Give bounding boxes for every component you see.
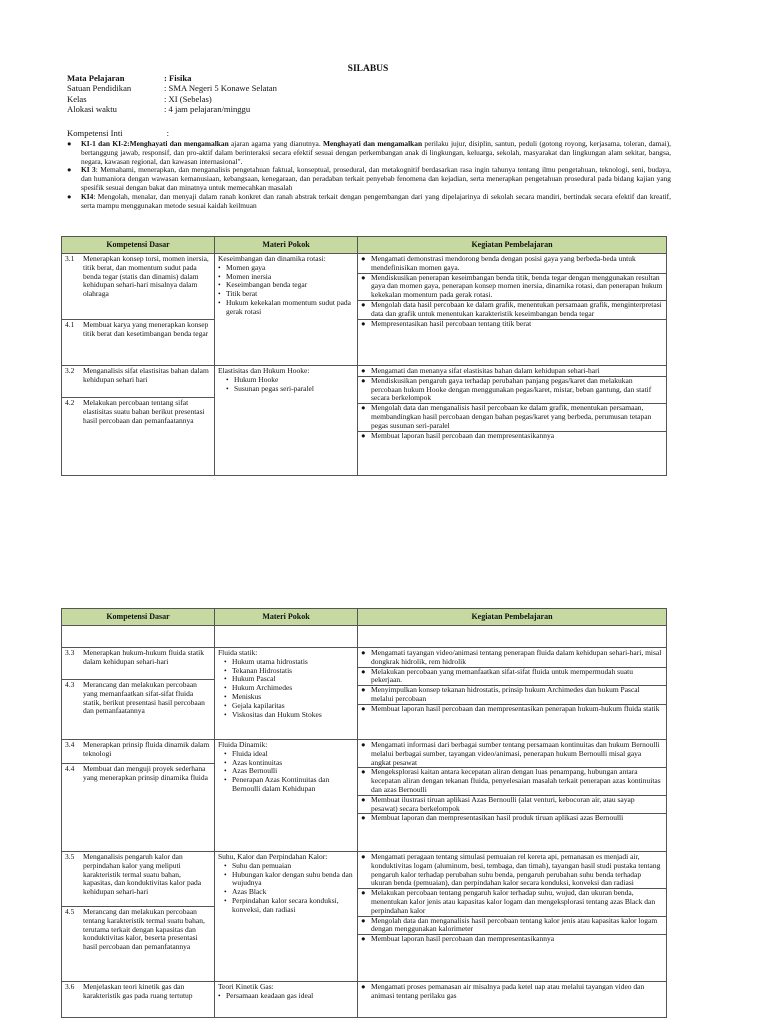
ki-lead: KI-1 dan KI-2: [81,139,130,148]
kd-text: Merancang dan melakukan percobaan yang memanfaatkan sifat-sifat fluida statik, berikut presentasi hasil percobaan dan pemanfaatannya [83,680,205,716]
bullet-icon: • [224,674,227,684]
kp-cell [358,982,667,1018]
kd-item [65,649,211,679]
table-row [62,852,667,982]
list-item [358,431,666,441]
table-row [62,982,667,1018]
kd-text: Melakukan percobaan tentang sifat elastisitas suatu bahan berikut presentasi hasil percobaan dan pemanfaatannya [83,398,205,425]
list-item [358,649,666,667]
list-item [358,853,666,888]
bullet-icon: • [224,691,227,701]
kp-list [361,853,663,944]
list-item [226,385,354,394]
bullet-icon: ● [361,666,366,676]
mp-item: Penerapan Azas Kontinuitas dan Bernoulli dalam Kehidupan [232,775,330,793]
header-kegiatan-pembelajaran: Kegiatan Pembelajaran [358,609,667,626]
kp-item: Mempresentasikan hasil percobaan tentang titik berat [371,318,532,328]
ki-lead: KI 3 [81,165,96,175]
mp-item: Fluida ideal [232,748,268,758]
mp-item: Hubungan kalor dengan suhu benda dan wujudnya [232,869,353,888]
kp-cell [358,366,667,476]
table-header-row [62,609,667,626]
list-item [358,667,666,686]
table-row [62,648,667,740]
ki-bold-part: Menghayati dan mengamalkan [323,139,423,148]
meta-label: Kelas [67,93,87,104]
kp-item: Membuat laporan dan mempresentasikan hasil produk tiruan aplikasi azas Bernoulli [371,813,624,823]
kd-number: 4.3 [65,680,75,689]
meta-row [67,104,277,114]
list-item [224,776,354,794]
list-item [358,704,666,714]
mp-item: Hukum Pascal [232,674,276,684]
bullet-icon: ● [67,191,72,201]
kd-number: 3.6 [65,982,75,991]
list-item [358,767,666,794]
kp-item: Melakukan percobaan tentang pengaruh kalor terhadap suhu, wujud, dan ukuran benda, menentukan kalor jenis atau kapasitas kalor logam dan mengeksplorasi tentang azas Black dan perpindahan kalor [371,888,656,915]
bullet-icon: • [224,665,227,675]
mp-item: Momen inersia [226,271,272,281]
kd-cell [62,852,215,982]
bullet-icon: ● [361,375,366,385]
bullet-icon: ● [361,740,366,749]
page-title: SILABUS [347,64,389,74]
kp-item: Mengolah data dan menganalisis hasil percobaan tentang kalor jenis atau kapasitas kalor logam dengan menggunakan kalorimeter [371,915,658,934]
bullet-icon: • [226,374,229,384]
bullet-icon: • [218,990,221,1000]
bullet-icon: ● [361,272,366,282]
meta-label: Alokasi waktu [67,104,117,115]
mp-item: Meniskus [232,691,262,701]
mp-title: Fluida statik: [218,648,258,657]
ki-text [81,166,671,192]
table-header-row [62,237,667,254]
ki-text [81,140,671,166]
kd-item [62,906,214,952]
bullet-icon: • [224,895,227,905]
kd-cell [62,366,215,476]
bullet-icon: • [218,297,221,307]
bullet-icon: • [224,860,227,870]
kp-item: Menyimpulkan konsep tekanan hidrostatis, prinsip hukum Archimedes dan hukum Pascal melalui percobaan [371,685,640,703]
bullet-icon: ● [67,139,72,148]
mp-item: Azas Bernoulli [232,766,278,776]
kp-cell [358,648,667,740]
list-item [358,934,666,944]
kp-item: Melakukan percobaan yang memanfaatkan sifat-sifat fluida untuk mempermudah suatu pekerjaan. [371,666,633,685]
mp-item: Azas kontinuitas [232,757,283,767]
kp-list [361,367,663,440]
list-item [358,403,666,430]
mp-item: Hukum utama hidrostatis [232,656,308,666]
header-kompetensi-dasar: Kompetensi Dasar [62,237,215,254]
kp-cell [358,254,667,366]
ki-heading-label: Kompetensi Inti [67,128,123,138]
kp-item: Mengamati proses pemanasan air misalnya pada ketel uap atau melalui tayangan video dan animasi tentang perilaku gas [371,982,645,1000]
ki-item [67,140,671,166]
mp-cell [215,740,358,852]
kd-text: Menerapkan prinsip fluida dinamik dalam teknologi [83,740,210,758]
ki-heading [67,128,169,138]
bullet-icon: ● [361,403,366,413]
kd-number: 3.3 [65,648,75,657]
table-row-empty [62,626,667,648]
list-item [358,983,666,1001]
list-item [358,685,666,704]
bullet-icon: • [218,280,221,290]
mp-list [218,376,354,394]
ki-text-part: ajaran agama yang dianutnya. [228,139,323,148]
list-item [358,300,666,319]
kp-list [361,649,663,714]
header-materi-pokok: Materi Pokok [215,237,358,254]
ki-list [67,140,671,210]
meta-row [67,73,277,83]
list-item [224,711,354,720]
kd-number: 4.5 [65,907,75,916]
mp-cell [215,852,358,982]
bullet-icon: ● [361,982,366,991]
kd-item [65,367,211,397]
bullet-icon: • [224,887,227,897]
ki-text-part: perilaku jujur, disiplin, santun, peduli (gotong royong, kerjasama, toleran, damai), bertanggung jawab, responsif, dan pro-aktif dalam berinteraksi secara efektif sesuai dengan perkembangan anak di lingkungan, keluarga, sekolah, masyarakat dan lingkungan alam sekitar, bangsa, negara, kawasan regional, dan kawasan internasional". [81,139,671,166]
bullet-icon: ● [361,934,366,944]
table-row [62,366,667,476]
mp-item: Hukum Hooke [234,374,279,384]
mp-list [218,992,354,1001]
kp-list [361,255,663,328]
bullet-icon: • [224,766,227,776]
list-item [358,888,666,915]
mp-cell [215,254,358,366]
mp-list [218,264,354,317]
mp-cell [215,982,358,1018]
empty-cell [62,626,215,648]
kp-item: Membuat laporan hasil percobaan dan mempresentasikannya [371,934,555,944]
kd-item [65,853,211,906]
ki-item [67,166,671,192]
kp-item: Membuat laporan hasil percobaan dan mempresentasikan penerapan hukum-hukum fluida statik [371,703,660,713]
kp-item: Mengamati tayangan video/animasi tentang penerapan fluida dalam kehidupan sehari-hari, misal dongkrak hidrolik, rem hidrolik [371,648,662,666]
kd-number: 4.4 [65,764,75,773]
bullet-icon: ● [361,648,366,657]
meta-value: : 4 jam pelajaran/minggu [164,104,251,115]
mp-title: Suhu, Kalor dan Perpindahan Kalor: [218,852,328,861]
kd-text: Menerapkan hukum-hukum fluida statik dalam kehidupan sehari-hari [83,648,205,666]
kp-item: Mengamati peragaan tentang simulasi pemuaian rel kereta api, pemanasan es menjadi air, konduktivitas logam (aluminum, besi, tembaga, dan timah), tayangan hasil studi pustaka tentang pengaruh kalor terhadap perubahan suhu benda, pengaruh perubahan suhu benda terhadap ukuran benda (pemuaian), dan perpindahan kalor secara konduksi, konveksi dan radiasi [371,852,661,888]
kd-number: 3.5 [65,852,75,861]
bullet-icon: • [224,656,227,666]
mp-cell [215,648,358,740]
bullet-icon: ● [361,366,366,375]
mp-list [218,862,354,915]
list-item [358,255,666,273]
mp-title: Elastisitas dan Hukum Hooke: [218,366,310,375]
kd-item [62,679,214,716]
bullet-icon: • [224,757,227,767]
bullet-icon: • [218,262,221,272]
table-row [62,254,667,366]
empty-cell [358,626,667,648]
kd-cell [62,740,215,852]
list-item [358,367,666,376]
header-materi-pokok: Materi Pokok [215,609,358,626]
bullet-icon: ● [361,915,366,925]
mp-list [218,658,354,720]
meta-value: : Fisika [164,73,192,83]
kd-text: Menganalisis pengaruh kalor dan perpindahan kalor yang meliputi karakteristik termal suatu bahan, kapasitas, dan konduktivitas kalor pada kehidupan sehari-hari [83,852,202,897]
mp-item: Viskositas dan Hukum Stokes [232,709,322,719]
kd-text: Menganalisis sifat elastisitas bahan dalam kehidupan sehari hari [83,366,209,384]
bullet-icon: • [226,383,229,393]
mp-title: Teori Kinetik Gas: [218,982,274,991]
kp-cell [358,740,667,852]
kd-number: 3.4 [65,740,75,749]
kd-text: Merancang dan melakukan percobaan tentang karakteristik termal suatu bahan, terutama terkait dengan kapasitas dan konduktivitas kalor, beserta presentasi hasil percobaan dan pemanfatannya [83,907,205,952]
bullet-icon: • [218,271,221,281]
kp-item: Mendiskusikan penerapan keseimbangan benda titik, benda tegar dengan menggunakan resultan gaya dan momen gaya, penerapan konsep momen inersia, dinamika rotasi, dan penerapan hukum kekekalan momentum pada gerak rotasi. [371,272,663,300]
bullet-icon: • [218,289,221,299]
kd-item [62,319,214,339]
bullet-icon: ● [361,888,366,898]
kd-item [62,397,214,425]
mp-item: Tekanan Hidrostatis [232,665,293,675]
mp-list [218,750,354,794]
bullet-icon: ● [67,165,72,175]
kp-item: Membuat laporan hasil percobaan dan mempresentasikannya [371,430,555,440]
mp-item: Keseimbangan benda tegar [226,280,308,290]
mp-item: Susunan pegas seri-paralel [234,383,314,393]
mp-item: Hukum Archimedes [232,683,293,693]
syllabus-table [61,608,667,1018]
list-item [218,992,354,1001]
header-kegiatan-pembelajaran: Kegiatan Pembelajaran [358,237,667,254]
mp-title: Keseimbangan dan dinamika rotasi: [218,254,326,263]
kp-item: Mengamati informasi dari berbagai sumber tentang persamaan kontinuitas dan hukum Bernoulli melalui berbagai sumber, tayangan video/animasi, penerapan hukum Bernoulli misal gaya angkat pesawat [371,740,660,767]
kp-list [361,741,663,823]
list-item [218,299,354,317]
mp-cell [215,366,358,476]
bullet-icon: • [224,869,227,879]
header-kompetensi-dasar: Kompetensi Dasar [62,609,215,626]
bullet-icon: • [224,709,227,719]
kd-text: Membuat dan menguji proyek sederhana yang menerapkan prinsip dinamika fluida [83,764,208,782]
bullet-icon: ● [361,318,366,328]
ki-heading-colon: : [166,128,170,138]
kd-number: 3.1 [65,254,75,263]
bullet-icon: ● [361,767,366,777]
kp-list [361,983,663,1001]
ki-text [81,193,671,211]
kp-item: Membuat ilustrasi tiruan aplikasi Azas Bernoulli (alat venturi, kebocoran air, atau sayap pesawat) secara berkelompok [371,794,635,813]
bullet-icon: ● [361,254,366,263]
meta-value: : SMA Negeri 5 Konawe Selatan [164,83,277,94]
kp-item: Mengamati demonstrasi mendorong benda dengan posisi gaya yang berbeda-beda untuk mendefinisikan momen gaya. [371,254,636,272]
kd-number: 4.1 [65,320,75,329]
list-item [358,795,666,814]
bullet-icon: • [224,683,227,693]
subject-info [67,73,277,115]
ki-lead-2: Menghayati dan mengamalkan [129,139,229,148]
list-item [358,376,666,403]
meta-row [67,94,277,104]
bullet-icon: ● [361,299,366,309]
kp-item: Mengamati dan menanya sifat elastisitas bahan dalam kehidupan sehari-hari [371,366,600,375]
bullet-icon: ● [361,703,366,713]
mp-item: Gejala kapilaritas [232,700,285,710]
mp-item: Momen gaya [226,262,266,272]
ki-lead: KI4 [81,191,94,201]
list-item [224,897,354,915]
list-item [358,741,666,767]
kd-cell [62,648,215,740]
list-item [358,916,666,935]
list-item [358,273,666,300]
list-item [358,813,666,823]
bullet-icon: ● [361,430,366,440]
bullet-icon: • [224,700,227,710]
kd-cell [62,254,215,366]
mp-item: Perpindahan kalor secara konduksi, konveksi, dan radiasi [232,895,339,914]
kd-text: Membuat karya yang menerapkan konsep titik berat dan kesetimbangan benda tegar [83,320,209,338]
meta-label: Mata Pelajaran [67,73,125,83]
meta-label: Satuan Pendidikan [67,83,132,94]
kd-item [65,983,211,1001]
kd-text: Menerapkan konsep torsi, momen inersia, titik berat, dan momentum sudut pada benda tegar (statis dan dinamis) dalam kehidupan sehari-hari misalnya dalam olahraga [83,254,209,299]
mp-item: Suhu dan pemuaian [232,860,292,870]
empty-cell [215,626,358,648]
bullet-icon: • [224,775,227,785]
kd-text: Menjelaskan teori kinetik gas dan karakteristik gas pada ruang tertutup [83,982,193,1000]
kd-number: 3.2 [65,366,75,375]
kd-item [65,255,211,319]
kp-item: Mengolah data dan menganalisis hasil percobaan ke dalam grafik, menentukan persamaan, membandingkan hasil percobaan dengan bahan pegas/karet yang berbeda, perumusan tetapan pegas susunan seri-paralel [371,403,652,430]
kd-number: 4.2 [65,398,75,407]
table-row [62,740,667,852]
bullet-icon: ● [361,813,366,823]
meta-row [67,83,277,93]
mp-item: Titik berat [226,289,258,299]
list-item [224,871,354,889]
bullet-icon: ● [361,794,366,804]
kp-item: Mendiskusikan pengaruh gaya terhadap perubahan panjang pegas/karet dan melakukan percobaan hukum Hooke dengan menggunakan pegas/karet, mistar, beban gantung, dan statif secara berkelompok [371,375,652,403]
kd-cell [62,982,215,1018]
bullet-icon: • [224,748,227,758]
syllabus-table [61,236,667,476]
bullet-icon: ● [361,852,366,861]
ki-text-part: : Memahami, menerapkan, dan menganalisis pengetahuan faktual, konseptual, prosedural, dan metakognitif berdasarkan rasa ingin tahunya tentang ilmu pengetahuan, teknologi, seni, budaya, dan humaniora dengan wawasan kemanusiaan, kebangsaan, kenegaraan, dan peradaban terkait penyebab fenomena dan kejadian, serta menerapkan pengetahuan prosedural pada bidang kajian yang spesifik sesuai dengan bakat dan minatnya untuk memecahkan masalah [81,165,672,192]
list-item [358,319,666,329]
mp-item: Persamaan keadaan gas ideal [226,990,314,1000]
ki-item [67,193,671,211]
kp-cell [358,852,667,982]
mp-item: Hukum kekekalan momentum sudut pada gerak rotasi [226,297,351,316]
kp-item: Mengolah data hasil percobaan ke dalam grafik, menentukan persamaan grafik, menginterpretasi data dan grafik untuk menentukan karakteristik keseimbangan benda tegar [371,299,662,318]
meta-value: : XI (Sebelas) [164,93,212,104]
kd-item [65,741,211,763]
kd-item [62,763,214,783]
kp-item: Mengeksplorasi kaitan antara kecepatan aliran dengan luas penampang, hubungan antara kecepatan aliran dengan tekanan fluida, penyelesaian masalah terkait penerapan azas kontinuitas dan azas Bernoulli [371,767,661,794]
ki-text-part: : Mengolah, menalar, dan menyaji dalam ranah konkret dan ranah abstrak terkait dengan pengembangan dari yang dipelajarinya di sekolah secara mandiri, bertindak secara efektif dan kreatif, serta mampu menggunakan metode sesuai kaidah keilmuan [81,191,671,210]
bullet-icon: ● [361,685,366,695]
mp-title: Fluida Dinamik: [218,740,268,749]
mp-item: Azas Black [232,887,267,897]
